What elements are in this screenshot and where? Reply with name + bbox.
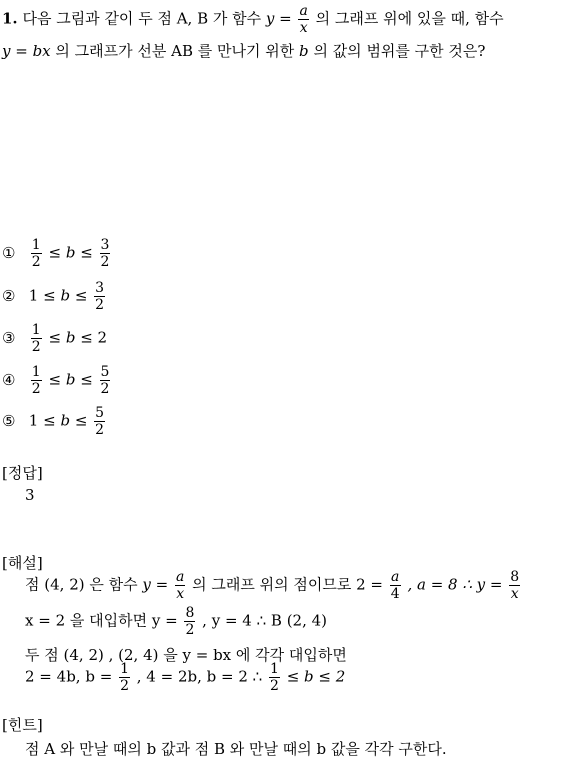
option-fraction-lower xyxy=(31,238,42,269)
question-b: b xyxy=(299,42,309,60)
explanation-fraction xyxy=(509,570,520,601)
explanation-text: 의 그래프 위의 점이므로 2 = xyxy=(192,575,383,594)
question-fraction-a-over-x xyxy=(298,4,308,35)
fraction-denominator: 4 xyxy=(390,586,400,602)
question-y-bx: y = bx xyxy=(2,42,51,60)
explanation-fraction xyxy=(184,606,195,637)
hint-label: [힌트] xyxy=(2,716,43,734)
option-inequality: ≤ b ≤ xyxy=(43,286,88,305)
explanation-line-1 xyxy=(25,570,522,601)
fraction-numerator: 5 xyxy=(95,405,105,421)
explanation-fraction xyxy=(390,570,401,601)
option-4[interactable] xyxy=(2,365,112,396)
option-mark: ③ xyxy=(2,328,16,347)
option-lower-value: 1 xyxy=(28,286,39,305)
option-fraction-lower xyxy=(31,323,42,354)
fraction-denominator: 2 xyxy=(31,254,41,270)
fraction-numerator: 1 xyxy=(120,661,129,677)
fraction-numerator: 5 xyxy=(100,364,110,380)
question-text-1a: 다음 그림과 같이 두 점 A, B 가 함수 xyxy=(22,9,262,28)
question-y-eq: y = xyxy=(265,9,292,28)
fraction-numerator: 1 xyxy=(31,364,41,380)
fraction-numerator: 1 xyxy=(31,322,41,338)
question-number: 1. xyxy=(2,9,18,28)
option-3[interactable] xyxy=(2,323,107,354)
explanation-text: , 4 = 2b, b = 2 ∴ xyxy=(136,667,263,686)
answer-value: 3 xyxy=(25,486,35,504)
explanation-text: 점 (4, 2) 은 함수 xyxy=(25,575,138,594)
explanation-math: ≤ b ≤ 2 xyxy=(286,667,346,686)
option-fraction-upper xyxy=(100,365,111,396)
option-mark: ② xyxy=(2,286,16,305)
option-inequality: ≤ b ≤ xyxy=(48,328,93,347)
explanation-fraction xyxy=(269,662,280,693)
explanation-math: , a = 8 ∴ y = xyxy=(407,575,503,594)
fraction-numerator: a xyxy=(299,3,308,19)
explanation-line-3: 두 점 (4, 2) , (2, 4) 을 y = bx 에 각각 대입하면 xyxy=(25,646,347,664)
option-mark: ⑤ xyxy=(2,411,16,430)
fraction-numerator: 8 xyxy=(510,569,520,585)
fraction-numerator: 1 xyxy=(31,237,41,253)
explanation-label: [해설] xyxy=(2,554,43,572)
fraction-denominator: 2 xyxy=(185,622,195,638)
answer-label: [정답] xyxy=(2,464,43,482)
explanation-text: x = 2 을 대입하면 y = xyxy=(25,611,178,630)
option-mark: ④ xyxy=(2,370,16,389)
fraction-denominator: x xyxy=(176,586,185,602)
fraction-denominator: 2 xyxy=(31,339,41,355)
option-2[interactable] xyxy=(2,281,107,312)
option-upper-value: 2 xyxy=(97,328,108,347)
fraction-denominator: 2 xyxy=(100,254,110,270)
fraction-numerator: a xyxy=(391,569,400,585)
fraction-denominator: 2 xyxy=(100,381,110,397)
explanation-text: , y = 4 ∴ B (2, 4) xyxy=(202,611,328,630)
option-inequality: ≤ b ≤ xyxy=(48,370,93,389)
fraction-denominator: 2 xyxy=(95,422,105,438)
question-line-1 xyxy=(2,4,504,35)
option-5[interactable] xyxy=(2,406,107,437)
explanation-line-4 xyxy=(25,662,345,693)
option-inequality: ≤ b ≤ xyxy=(48,243,93,262)
fraction-numerator: 8 xyxy=(185,605,195,621)
explanation-fraction xyxy=(175,570,185,601)
option-fraction-upper xyxy=(94,281,105,312)
fraction-denominator: 2 xyxy=(95,297,105,313)
question-line-2 xyxy=(2,40,485,61)
explanation-line-2 xyxy=(25,606,327,637)
fraction-denominator: 2 xyxy=(31,381,41,397)
option-mark: ① xyxy=(2,243,16,262)
explanation-text: 2 = 4b, b = xyxy=(25,667,113,686)
question-text-1b: 의 그래프 위에 있을 때, 함수 xyxy=(315,9,504,28)
hint-text: 점 A 와 만날 때의 b 값과 점 B 와 만날 때의 b 값을 각각 구한다. xyxy=(25,740,447,758)
explanation-math: y = xyxy=(142,575,169,594)
fraction-numerator: 3 xyxy=(95,280,105,296)
fraction-denominator: 2 xyxy=(269,678,279,694)
option-1[interactable] xyxy=(2,238,112,269)
fraction-denominator: 2 xyxy=(120,678,129,694)
fraction-numerator: 3 xyxy=(100,237,110,253)
explanation-fraction xyxy=(119,662,130,693)
question-text-2b: 의 값의 범위를 구한 것은? xyxy=(313,42,486,60)
option-fraction-upper xyxy=(94,406,105,437)
question-text-2a: 의 그래프가 선분 AB 를 만나기 위한 xyxy=(55,42,295,60)
fraction-denominator: x xyxy=(510,586,519,602)
fraction-denominator: x xyxy=(299,20,308,36)
fraction-numerator: a xyxy=(175,569,185,585)
option-fraction-upper xyxy=(100,238,111,269)
option-lower-value: 1 xyxy=(28,411,39,430)
option-fraction-lower xyxy=(31,365,42,396)
fraction-numerator: 1 xyxy=(269,661,279,677)
option-inequality: ≤ b ≤ xyxy=(43,411,88,430)
